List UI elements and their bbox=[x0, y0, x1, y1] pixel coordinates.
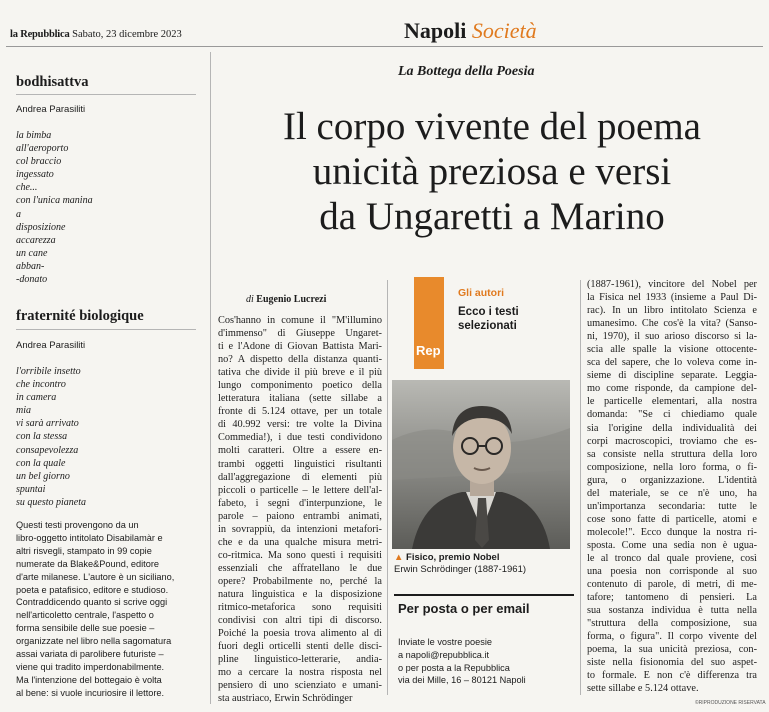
note-line: Contraddicendo quanto si scrive oggi bbox=[16, 597, 168, 608]
article-line: tativa che divide il più breve e il più bbox=[218, 367, 382, 379]
poem-line: col braccio bbox=[16, 156, 62, 168]
note-line: altri risvegli, stampato in 99 copie bbox=[16, 545, 152, 556]
section-city: Napoli bbox=[404, 18, 467, 43]
article-line: sta austriaco, Erwin Schrödinger bbox=[218, 693, 353, 705]
article-line: trambi oggetti linguistici risultanti bbox=[218, 458, 382, 470]
article-line: molecole!". Ecco dunque la nostra ri- bbox=[587, 526, 757, 538]
article-line: co-ritmica. Ma sono questi i requisiti bbox=[218, 549, 382, 561]
note-line: organizzate nel libro nella sagomatura bbox=[16, 636, 172, 647]
note-line: al bene: si vuole incuriosire il lettore. bbox=[16, 687, 165, 698]
article-line: la Fisica nel 1933 (insieme a Paul Di- bbox=[587, 292, 757, 304]
article-line: scia alle spalle la visione ottocente- bbox=[587, 344, 757, 356]
article-line: sia l'origine della individualità dei bbox=[587, 422, 757, 434]
article-line: siste nella fisionomia del suo aspet- bbox=[587, 657, 757, 669]
poem-line: ingessato bbox=[16, 169, 54, 181]
poem-line: -donato bbox=[16, 274, 48, 286]
article-line: forma, o figura". Il corpo vivente del bbox=[587, 631, 757, 643]
article-line: ti e l'Adone di Giovan Battista Mari- bbox=[218, 341, 382, 353]
mail-title: Per posta o per email bbox=[398, 601, 530, 616]
poem-line: vi sarà arrivato bbox=[16, 418, 79, 430]
mail-info bbox=[398, 636, 526, 687]
article-line: le al tronco dal quale proviene, così bbox=[587, 552, 757, 564]
rep-box-desc: Ecco i testi selezionati bbox=[458, 306, 519, 332]
mail-line: o per posta a la Repubblica bbox=[398, 662, 510, 673]
header-rule bbox=[6, 46, 763, 47]
poem-line: un bel giorno bbox=[16, 470, 70, 482]
article-line: Cos'hanno in comune il "M'illumino bbox=[218, 315, 382, 326]
article-line: di 40.992 versi: tre volte la Divina bbox=[218, 419, 382, 431]
rep-logo-bar bbox=[414, 277, 444, 369]
article-line: mo come risponde, da campione del- bbox=[587, 383, 757, 395]
poem-line: abban- bbox=[16, 260, 45, 272]
article-line: opere? Probabilmente no, perché la bbox=[218, 575, 382, 587]
poem1-rule bbox=[16, 94, 196, 95]
article-line: natura linguistica e la disposizione bbox=[218, 588, 382, 600]
article-line: sua sostanza individua è tutta nella bbox=[587, 605, 757, 617]
byline-prefix: di bbox=[246, 294, 254, 305]
note-line: numerate da Blake&Pound, editore bbox=[16, 558, 160, 569]
article-line: una poesia non corrisponde al suo bbox=[587, 566, 757, 578]
rep-box-label: Gli autori bbox=[458, 287, 505, 299]
article-line: (1887-1961), vincitore del Nobel per bbox=[587, 279, 757, 290]
article-line: poema, la sua unicità preziosa, con- bbox=[587, 644, 757, 656]
note-line: libro-oggetto intitolato Disabilamàr e bbox=[16, 532, 163, 543]
headline-line: Il corpo vivente del poema bbox=[282, 105, 701, 148]
rep-box bbox=[414, 277, 580, 383]
article-line: ni, 1970), il suo arioso discorso si la- bbox=[587, 331, 757, 343]
col1-divider bbox=[387, 280, 388, 695]
article-line: essenziali che affratellano le due bbox=[218, 562, 382, 574]
poem-line: spuntai bbox=[16, 483, 46, 495]
copyright-notice: ©RIPRODUZIONE RISERVATA bbox=[695, 700, 766, 706]
article-line: d'immenso" di Giuseppe Ungaret- bbox=[218, 328, 382, 340]
article-line: fabeto, i segni d'interpunzione, le bbox=[218, 497, 382, 509]
masthead bbox=[10, 29, 182, 40]
article-line: umanesimo. Che cos'è la vita? (Sanso- bbox=[587, 318, 757, 330]
note-line: d'arte milanese. L'autore è un siciliano, bbox=[16, 571, 175, 582]
article-line: un'importanza secondaria: tutte le bbox=[587, 500, 757, 512]
poem-line: consapevolezza bbox=[16, 444, 79, 456]
byline-author: Eugenio Lucrezi bbox=[256, 294, 327, 305]
poem-line: accarezza bbox=[16, 234, 56, 246]
article-line: che e da una qualche misura metri- bbox=[218, 536, 382, 548]
poem-line: su questo pianeta bbox=[16, 496, 86, 508]
article-line: sieme di discipline separate. Leggia- bbox=[587, 370, 757, 382]
photo-caption bbox=[394, 552, 526, 576]
article-line: composizione, nella loro forma, o fi- bbox=[587, 461, 757, 473]
poem-line: con la quale bbox=[16, 457, 66, 469]
note-line: forma sensibile delle sue poesie – bbox=[16, 623, 155, 634]
poem-author: Andrea Parasiliti bbox=[16, 340, 86, 351]
portrait-photo bbox=[392, 380, 570, 549]
poem-line: all'aeroporto bbox=[16, 143, 69, 155]
poem-body bbox=[16, 365, 198, 509]
poem-line: in camera bbox=[16, 392, 57, 404]
article-line: sette sillabe e 5.124 ottave. bbox=[587, 683, 699, 695]
column-kicker: La Bottega della Poesia bbox=[398, 64, 535, 79]
article-line: domanda: "Se ci chiediamo quale bbox=[587, 409, 757, 421]
byline bbox=[246, 294, 326, 305]
editor-note bbox=[16, 519, 198, 700]
schrodinger-portrait-image bbox=[392, 380, 570, 549]
note-line: Ma l'intenzione del bottegaio è volta bbox=[16, 674, 162, 685]
article-line: contenuto di parole, di metri, di me- bbox=[587, 579, 757, 591]
col2-divider bbox=[580, 280, 581, 695]
poem-body bbox=[16, 129, 198, 286]
article-line: gura, o organizzazione. L'identità bbox=[587, 474, 757, 486]
article-line: fuori degli orticelli stenti delle disci- bbox=[218, 641, 382, 653]
poem-title: bodhisattva bbox=[16, 74, 89, 90]
article-line: condivisi con altri tipi di discorso. bbox=[218, 615, 382, 627]
mail-rule bbox=[394, 594, 574, 596]
article-line: le particelle elementari, alla nostra bbox=[587, 396, 757, 408]
note-line: nell'articoletto centrale, l'aspetto o bbox=[16, 610, 154, 621]
mail-email: a napoli@repubblica.it bbox=[398, 649, 490, 660]
poem-line: che incontro bbox=[16, 379, 66, 391]
poem-line: che... bbox=[16, 182, 38, 194]
article-line: molti caratteri. Oltre a essere en- bbox=[218, 445, 382, 457]
article-line: to formale. E non c'è differenza tra bbox=[587, 670, 757, 682]
poem-line: con la stessa bbox=[16, 431, 68, 443]
article-line: del materiale, se ce n'è uno, ha bbox=[587, 487, 757, 499]
article-line: lungo componimento poetico della bbox=[218, 380, 382, 392]
article-column-1 bbox=[218, 314, 382, 705]
article-column-3 bbox=[587, 278, 757, 696]
caption-triangle-icon: ▲ bbox=[394, 552, 404, 563]
poem-author: Andrea Parasiliti bbox=[16, 104, 86, 115]
note-line: viene qui tradito imperdonabilmente. bbox=[16, 661, 165, 672]
article-line: "struttura della composizione, sua bbox=[587, 618, 757, 630]
article-line: fronte di 5.124 ottave, per un totale bbox=[218, 406, 382, 418]
headline-line: unicità preziosa e versi bbox=[312, 150, 672, 193]
article-line: in sovrappiù, da intenzioni metafori- bbox=[218, 523, 382, 535]
issue-date: Sabato, 23 dicembre 2023 bbox=[72, 29, 182, 40]
article-line: parole – paiono entrambi animati, bbox=[218, 510, 382, 522]
poem-title: fraternité biologique bbox=[16, 308, 144, 324]
article-line: dall'aggregazione di elementi più bbox=[218, 471, 382, 483]
article-line: sca del sapere, che lo voleva come in- bbox=[587, 357, 757, 369]
mail-address: via dei Mille, 16 – 80121 Napoli bbox=[398, 675, 526, 686]
article-line: Poiché la poesia trova alimento al di bbox=[218, 628, 382, 640]
poem-line: la bimba bbox=[16, 130, 52, 141]
poem2-rule bbox=[16, 329, 196, 330]
poem-line: a bbox=[16, 208, 21, 220]
caption-title: Fisico, premio Nobel bbox=[406, 552, 500, 563]
poem-line: mia bbox=[16, 405, 31, 417]
headline bbox=[222, 104, 762, 239]
section-title bbox=[404, 18, 537, 44]
headline-line: da Ungaretti a Marino bbox=[319, 195, 665, 238]
article-line: corpi macroscopici, troviamo che es- bbox=[587, 435, 757, 447]
mail-line: Inviate le vostre poesie bbox=[398, 637, 492, 647]
article-line: mo a cercare la nostra risposta nel bbox=[218, 667, 382, 679]
article-line: ritmico-metaforica sono requisiti bbox=[218, 602, 382, 614]
article-line: tafore; tantomeno di pensieri. La bbox=[587, 592, 757, 604]
article-line: pline linguistico-letterarie, andia- bbox=[218, 654, 382, 666]
poem-line: l'orribile insetto bbox=[16, 366, 81, 377]
article-line: letteratura italiana (sette sillabe a bbox=[218, 393, 382, 405]
section-sub: Società bbox=[471, 18, 537, 43]
paper-name: la Repubblica bbox=[10, 29, 70, 40]
article-line: sposta. Come una sedia non è ugua- bbox=[587, 539, 757, 551]
poem-line: con l'unica manina bbox=[16, 195, 93, 207]
article-line: rac). In un libro intitolato Scienza e bbox=[587, 305, 757, 317]
poem-line: un cane bbox=[16, 247, 48, 259]
article-line: Commedia!), i due testi condividono bbox=[218, 432, 382, 444]
caption-name: Erwin Schrödinger (1887-1961) bbox=[394, 564, 527, 575]
left-column-divider bbox=[210, 52, 211, 704]
article-line: piccoli o particelle – le lettere dell'al- bbox=[218, 484, 382, 496]
note-line: assai variata di parolibere futuriste – bbox=[16, 649, 164, 660]
article-line: cose sono fatte di particelle, atomi e bbox=[587, 513, 757, 525]
poem-line: disposizione bbox=[16, 221, 66, 233]
article-line: no? A dispetto della distanza quanti- bbox=[218, 354, 382, 366]
article-line: pensiero di uno scienziato e umani- bbox=[218, 680, 382, 692]
rep-logo: Rep bbox=[416, 343, 441, 358]
note-line: Questi testi provengono da un bbox=[16, 520, 139, 530]
note-line: poeta e patafisico, editore e studioso. bbox=[16, 584, 169, 595]
article-line: sa consiste nella struttura della loro bbox=[587, 448, 757, 460]
